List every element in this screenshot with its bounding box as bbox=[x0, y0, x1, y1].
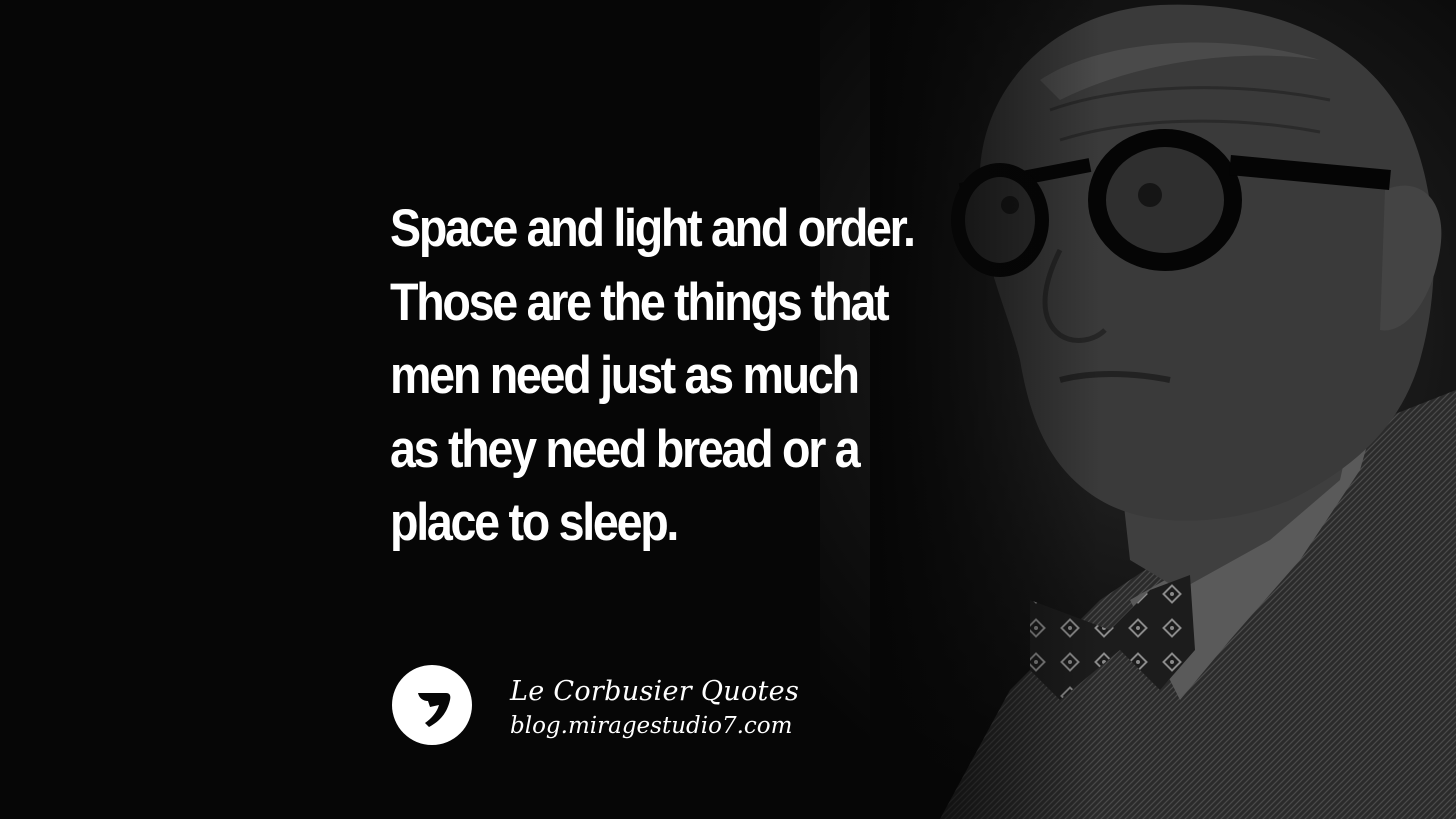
quote-line: Those are the things that bbox=[390, 272, 888, 332]
credit-block bbox=[510, 674, 799, 742]
credit-url: blog.miragestudio7.com bbox=[510, 713, 793, 739]
credit-title: Le Corbusier Quotes bbox=[510, 676, 800, 707]
quote-text bbox=[390, 192, 953, 560]
quote-line: as they need bread or a bbox=[390, 419, 859, 479]
quote-line: Space and light and order. bbox=[390, 199, 914, 258]
quote-line: men need just as much bbox=[390, 346, 858, 405]
miragestudio7-logo-icon bbox=[392, 665, 472, 745]
quote-line: place to sleep. bbox=[390, 493, 678, 552]
